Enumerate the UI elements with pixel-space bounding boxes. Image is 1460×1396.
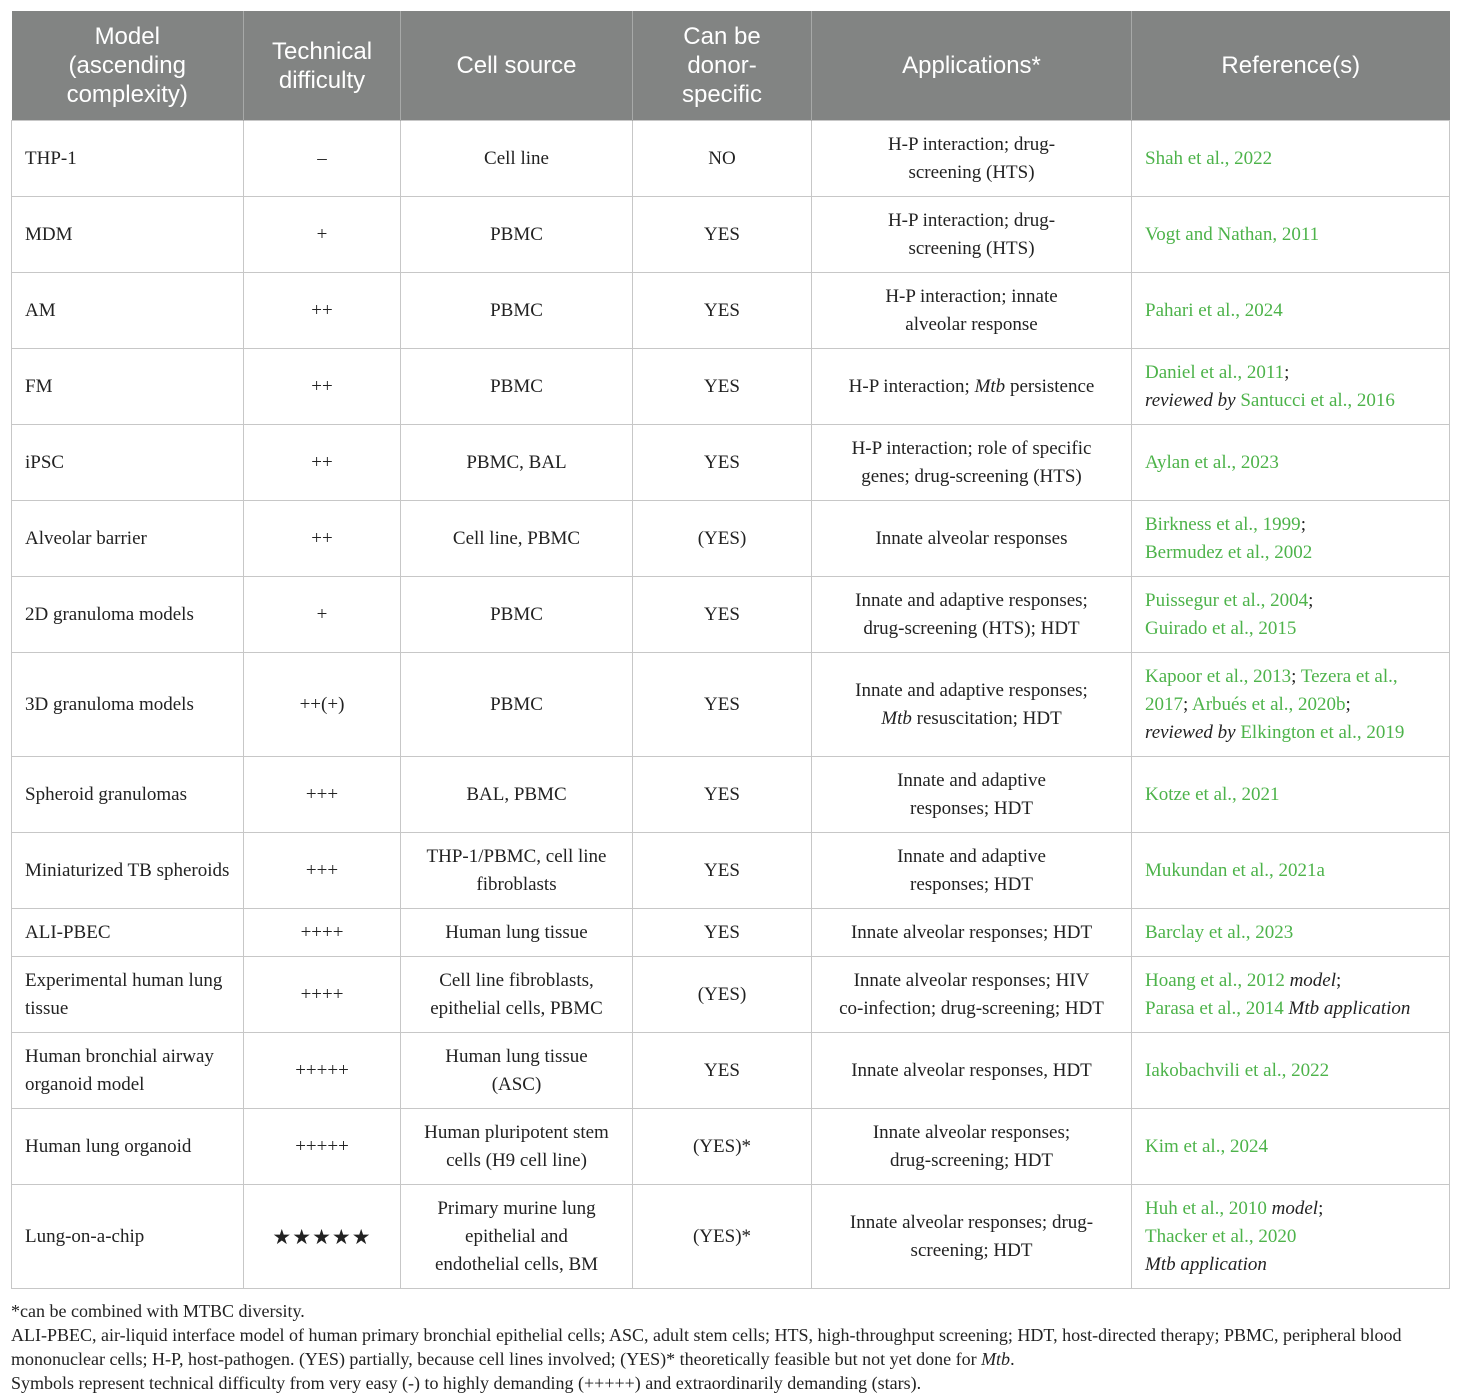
reference-link[interactable]: Parasa et al., 2014 [1145, 997, 1284, 1019]
cell-source: PBMC [401, 577, 633, 653]
reference-link[interactable]: Santucci et al., 2016 [1240, 389, 1395, 411]
application-text: Mtb [881, 707, 912, 729]
cell-model: 2D granuloma models [12, 577, 244, 653]
cell-donor: YES [633, 653, 812, 757]
reference-text: ; [1183, 693, 1192, 715]
cell-references [1132, 1109, 1450, 1185]
reference-link[interactable]: Daniel et al., 2011 [1145, 361, 1285, 383]
cell-donor: YES [633, 577, 812, 653]
cell-references [1132, 909, 1450, 957]
application-text: screening; HDT [910, 1239, 1033, 1261]
cell-applications [812, 349, 1132, 425]
cell-applications [812, 577, 1132, 653]
application-text: Innate and adaptive [897, 845, 1046, 867]
reference-text: model [1289, 969, 1337, 991]
models-table [11, 11, 1450, 1289]
header-references: Reference(s) [1132, 11, 1450, 121]
table-row [12, 1109, 1450, 1185]
cell-source: Cell line, PBMC [401, 501, 633, 577]
cell-references [1132, 653, 1450, 757]
application-text: responses; HDT [910, 797, 1033, 819]
cell-donor: YES [633, 757, 812, 833]
cell-donor: YES [633, 1033, 812, 1109]
application-text: Innate and adaptive responses; [855, 589, 1088, 611]
cell-references [1132, 197, 1450, 273]
cell-applications [812, 833, 1132, 909]
cell-references [1132, 757, 1450, 833]
reference-text: reviewed by [1145, 721, 1236, 743]
cell-source: Cell line [401, 121, 633, 197]
application-text: H-P interaction; role of specific [851, 437, 1092, 459]
footnote-abbreviations: ALI-PBEC, air-liquid interface model of human primary bronchial epithelial cells; ASC, adult stem cells; HTS, high-throughput screening; HDT, host-directed therapy; PBMC, peripheral blood mononuclear cells; H-P, host-pathogen. (YES) partially, because cell lines involved; (YES)* theoretically feasible but not yet done for Mtb. [11, 1325, 1402, 1369]
table-footnotes [11, 1299, 1449, 1395]
reference-link[interactable]: Huh et al., 2010 [1145, 1197, 1267, 1219]
reference-link[interactable]: Puissegur et al., 2004 [1145, 589, 1309, 611]
footnote-symbols: Symbols represent technical difficulty from very easy (-) to highly demanding (+++++) and extraordinarily demanding (stars). [11, 1373, 922, 1393]
table-row [12, 909, 1450, 957]
cell-difficulty: ++++ [244, 909, 401, 957]
application-text: persistence [1005, 375, 1095, 397]
cell-model: Miniaturized TB spheroids [12, 833, 244, 909]
reference-text: Mtb application [1288, 997, 1411, 1019]
cell-difficulty: ++ [244, 273, 401, 349]
cell-references [1132, 425, 1450, 501]
table-row [12, 501, 1450, 577]
cell-donor: (YES) [633, 957, 812, 1033]
table-row [12, 957, 1450, 1033]
reference-link[interactable]: Hoang et al., 2012 [1145, 969, 1285, 991]
application-text: screening (HTS) [908, 161, 1035, 183]
cell-donor: YES [633, 273, 812, 349]
reference-text: ; [1284, 361, 1290, 383]
cell-source: THP-1/PBMC, cell line fibroblasts [401, 833, 633, 909]
cell-applications [812, 121, 1132, 197]
header-model: Model (ascending complexity) [12, 11, 244, 121]
cell-difficulty: +++++ [244, 1033, 401, 1109]
cell-applications [812, 757, 1132, 833]
cell-applications [812, 909, 1132, 957]
reference-link[interactable]: Vogt and Nathan, 2011 [1145, 223, 1320, 245]
table-row [12, 1185, 1450, 1289]
cell-source: PBMC, BAL [401, 425, 633, 501]
cell-donor: YES [633, 425, 812, 501]
header-row [12, 11, 1450, 121]
cell-donor: YES [633, 833, 812, 909]
cell-source: PBMC [401, 273, 633, 349]
cell-references [1132, 273, 1450, 349]
reference-link[interactable]: Kotze et al., 2021 [1145, 783, 1280, 805]
application-text: drug-screening; HDT [889, 1149, 1054, 1171]
reference-text: ; [1345, 693, 1351, 715]
application-text: resuscitation; HDT [911, 707, 1062, 729]
application-text: Innate alveolar responses; drug- [849, 1211, 1094, 1233]
cell-applications [812, 957, 1132, 1033]
cell-donor: (YES)* [633, 1185, 812, 1289]
reference-link[interactable]: Shah et al., 2022 [1145, 147, 1273, 169]
cell-donor: YES [633, 349, 812, 425]
reference-link[interactable]: Iakobachvili et al., 2022 [1145, 1059, 1330, 1081]
cell-source: Primary murine lung epithelial and endothelial cells, BM [401, 1185, 633, 1289]
cell-model: ALI-PBEC [12, 909, 244, 957]
reference-link[interactable]: Pahari et al., 2024 [1145, 299, 1283, 321]
application-text: Innate alveolar responses [875, 527, 1068, 549]
cell-difficulty: ++ [244, 349, 401, 425]
cell-source: Human lung tissue [401, 909, 633, 957]
reference-text: ; [1300, 513, 1306, 535]
header-difficulty: Technical difficulty [244, 11, 401, 121]
cell-applications [812, 197, 1132, 273]
table-row [12, 833, 1450, 909]
application-text: drug-screening (HTS); HDT [863, 617, 1080, 639]
application-text: Innate and adaptive responses; [855, 679, 1088, 701]
table-row [12, 425, 1450, 501]
table-row [12, 121, 1450, 197]
application-text: Innate alveolar responses; HDT [850, 921, 1093, 943]
application-text: Mtb [974, 375, 1006, 397]
cell-difficulty: + [244, 577, 401, 653]
cell-model: Lung-on-a-chip [12, 1185, 244, 1289]
reference-link[interactable]: Arbués et al., 2020b [1191, 693, 1346, 715]
reference-text: model [1271, 1197, 1319, 1219]
cell-applications [812, 1109, 1132, 1185]
application-text: alveolar response [905, 313, 1038, 335]
reference-text: ; [1291, 665, 1301, 687]
cell-model: Human lung organoid [12, 1109, 244, 1185]
cell-references [1132, 833, 1450, 909]
reference-link[interactable]: Barclay et al., 2023 [1145, 921, 1294, 943]
cell-references [1132, 1033, 1450, 1109]
cell-model: AM [12, 273, 244, 349]
reference-link[interactable]: Kapoor et al., 2013 [1145, 665, 1292, 687]
application-text: Innate alveolar responses; HIV [853, 969, 1090, 991]
reference-link[interactable]: Tezera et al., [1300, 665, 1398, 687]
cell-model: Human bronchial airway organoid model [12, 1033, 244, 1109]
cell-model: FM [12, 349, 244, 425]
cell-difficulty: +++ [244, 757, 401, 833]
table-row [12, 349, 1450, 425]
cell-references [1132, 349, 1450, 425]
cell-difficulty: ★★★★★ [244, 1185, 401, 1289]
header-applications: Applications* [812, 11, 1132, 121]
cell-references [1132, 121, 1450, 197]
cell-model: 3D granuloma models [12, 653, 244, 757]
cell-source: PBMC [401, 197, 633, 273]
header-cell-source: Cell source [401, 11, 633, 121]
reference-link[interactable]: Birkness et al., 1999 [1145, 513, 1301, 535]
application-text: co-infection; drug-screening; HDT [839, 997, 1104, 1019]
cell-difficulty: +++++ [244, 1109, 401, 1185]
reference-text: reviewed by [1145, 389, 1236, 411]
cell-donor: (YES)* [633, 1109, 812, 1185]
application-text: H-P interaction; drug- [887, 133, 1056, 155]
reference-link[interactable]: Bermudez et al., 2002 [1145, 541, 1313, 563]
table-row [12, 197, 1450, 273]
application-text: Innate alveolar responses; [872, 1121, 1071, 1143]
cell-source: Cell line fibroblasts, epithelial cells, PBMC [401, 957, 633, 1033]
cell-model: THP-1 [12, 121, 244, 197]
cell-donor: (YES) [633, 501, 812, 577]
cell-references [1132, 1185, 1450, 1289]
cell-applications [812, 425, 1132, 501]
cell-difficulty: ++ [244, 501, 401, 577]
reference-link[interactable]: Kim et al., 2024 [1145, 1135, 1268, 1157]
cell-source: BAL, PBMC [401, 757, 633, 833]
reference-text: ; [1336, 969, 1342, 991]
table-row [12, 273, 1450, 349]
reference-link[interactable]: Thacker et al., 2020 [1145, 1225, 1297, 1247]
cell-difficulty: ++ [244, 425, 401, 501]
table-row [12, 1033, 1450, 1109]
cell-source: PBMC [401, 349, 633, 425]
cell-difficulty: ++++ [244, 957, 401, 1033]
cell-references [1132, 957, 1450, 1033]
reference-link[interactable]: Mukundan et al., 2021a [1145, 859, 1325, 881]
cell-applications [812, 1185, 1132, 1289]
cell-difficulty: +++ [244, 833, 401, 909]
reference-text: ; [1308, 589, 1314, 611]
cell-model: Spheroid granulomas [12, 757, 244, 833]
application-text: Innate alveolar responses, HDT [851, 1059, 1092, 1081]
reference-link[interactable]: 2017 [1145, 693, 1183, 715]
application-text: genes; drug-screening (HTS) [861, 465, 1082, 487]
reference-link[interactable]: Aylan et al., 2023 [1145, 451, 1279, 473]
header-donor-specific: Can be donor- specific [633, 11, 812, 121]
cell-difficulty: ++(+) [244, 653, 401, 757]
footnote-asterisk: *can be combined with MTBC diversity. [11, 1301, 305, 1321]
cell-donor: YES [633, 909, 812, 957]
application-text: Innate and adaptive [897, 769, 1046, 791]
cell-difficulty: + [244, 197, 401, 273]
cell-applications [812, 653, 1132, 757]
application-text: H-P interaction; [848, 375, 975, 397]
cell-references [1132, 501, 1450, 577]
cell-source: PBMC [401, 653, 633, 757]
reference-link[interactable]: Elkington et al., 2019 [1240, 721, 1405, 743]
application-text: H-P interaction; innate [885, 285, 1058, 307]
cell-model: iPSC [12, 425, 244, 501]
cell-model: Alveolar barrier [12, 501, 244, 577]
cell-applications [812, 501, 1132, 577]
reference-text: Mtb application [1145, 1253, 1267, 1275]
table-body [12, 121, 1450, 1289]
cell-source: Human pluripotent stem cells (H9 cell line) [401, 1109, 633, 1185]
reference-link[interactable]: Guirado et al., 2015 [1145, 617, 1297, 639]
reference-text: ; [1318, 1197, 1324, 1219]
cell-applications [812, 273, 1132, 349]
cell-donor: YES [633, 197, 812, 273]
application-text: H-P interaction; drug- [887, 209, 1056, 231]
cell-model: Experimental human lung tissue [12, 957, 244, 1033]
table-row [12, 577, 1450, 653]
table-container [11, 11, 1449, 1395]
application-text: responses; HDT [910, 873, 1033, 895]
cell-donor: NO [633, 121, 812, 197]
application-text: screening (HTS) [908, 237, 1035, 259]
cell-applications [812, 1033, 1132, 1109]
table-row [12, 757, 1450, 833]
cell-difficulty: – [244, 121, 401, 197]
cell-model: MDM [12, 197, 244, 273]
table-row [12, 653, 1450, 757]
cell-source: Human lung tissue (ASC) [401, 1033, 633, 1109]
cell-references [1132, 577, 1450, 653]
